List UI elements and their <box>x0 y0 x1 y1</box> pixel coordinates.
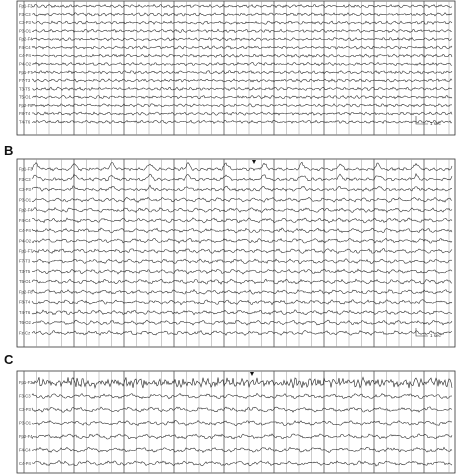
eeg-trace <box>32 269 452 274</box>
eeg-trace <box>32 393 452 398</box>
eeg-trace <box>32 79 452 82</box>
channel-label: T5-O1 <box>19 94 31 100</box>
eeg-trace <box>32 249 452 254</box>
channel-label: P4-O2 <box>19 238 32 244</box>
channel-label: F3-C3 <box>19 176 31 182</box>
event-marker-icon <box>250 372 254 376</box>
eeg-trace <box>32 62 452 65</box>
eeg-trace <box>32 421 452 426</box>
channel-label: Fp2-F4 <box>19 207 33 213</box>
channel-label: F4-C4 <box>19 217 31 223</box>
eeg-trace <box>32 29 452 32</box>
channel-label: T4-T6 <box>19 309 31 315</box>
eeg-panel-c <box>16 370 456 474</box>
channel-label: F3-C3 <box>19 11 31 17</box>
eeg-trace <box>32 21 452 24</box>
channel-label: F3-C3 <box>19 393 31 399</box>
eeg-trace <box>32 87 452 90</box>
eeg-trace <box>32 112 452 115</box>
eeg-trace-area-a <box>16 0 456 136</box>
channel-label: F4-C4 <box>19 44 31 50</box>
channel-label: P3-O1 <box>19 197 32 203</box>
eeg-trace <box>32 461 452 466</box>
eeg-trace <box>32 377 452 388</box>
eeg-panel-a <box>16 0 456 136</box>
scale-label: 1 sec <box>430 333 441 338</box>
eeg-trace <box>32 38 452 41</box>
channel-label: T3-T5 <box>19 86 31 92</box>
channel-label: C3-P3 <box>19 187 31 193</box>
channel-label: P4-O2 <box>19 61 32 67</box>
eeg-trace <box>32 5 452 8</box>
eeg-trace <box>32 320 452 325</box>
eeg-trace <box>32 331 452 336</box>
eeg-trace <box>32 54 452 57</box>
channel-label: F7-T3 <box>19 78 31 84</box>
eeg-trace <box>32 197 452 202</box>
eeg-trace <box>32 447 452 452</box>
eeg-trace <box>32 174 452 181</box>
channel-label: Fz-Cz <box>19 330 31 336</box>
channel-label: C3-P3 <box>19 20 31 26</box>
channel-label: P3-O1 <box>19 420 32 426</box>
eeg-trace <box>32 279 452 284</box>
channel-label: C4-P4 <box>19 228 31 234</box>
scale-label: 1 sec <box>430 121 441 126</box>
channel-label: T6-O2 <box>19 320 31 326</box>
channel-label: F4-C4 <box>19 447 31 453</box>
eeg-trace <box>32 238 452 243</box>
channel-label: Fp2-F8 <box>19 289 33 295</box>
channel-label: P3-O1 <box>19 28 32 34</box>
eeg-trace <box>32 259 452 264</box>
channel-label: T3-T5 <box>19 268 31 274</box>
panel-frame <box>17 371 455 473</box>
channel-label: Fp2-F8 <box>19 102 33 108</box>
channel-label: T5-O1 <box>19 279 31 285</box>
eeg-trace <box>32 300 452 305</box>
panel-label-c: C <box>4 352 14 367</box>
channel-label: C3-P3 <box>19 407 31 413</box>
panel-frame <box>17 1 455 135</box>
channel-label: Fp1-F7 <box>19 248 33 254</box>
eeg-trace <box>32 71 452 74</box>
channel-label: C4-P4 <box>19 460 31 466</box>
channel-label: C4-P4 <box>19 53 31 59</box>
eeg-trace <box>32 434 452 439</box>
channel-label: Fp1-F3 <box>19 166 33 172</box>
eeg-trace <box>32 162 452 171</box>
eeg-trace <box>32 104 452 107</box>
channel-label: F8-T4 <box>19 299 31 305</box>
channel-label: T4-T6 <box>19 119 31 125</box>
eeg-trace-area-b <box>16 158 456 348</box>
eeg-trace <box>32 95 452 98</box>
panel-frame <box>17 159 455 347</box>
eeg-trace <box>32 290 452 295</box>
channel-label: Fp1-F7 <box>19 69 33 75</box>
eeg-trace <box>32 310 452 315</box>
eeg-trace <box>32 407 452 412</box>
eeg-trace <box>32 228 452 233</box>
eeg-trace <box>32 13 452 16</box>
eeg-panel-b <box>16 158 456 348</box>
channel-label: F7-T3 <box>19 258 31 264</box>
eeg-trace <box>32 120 452 123</box>
channel-label: Fp2-F4 <box>19 36 33 42</box>
channel-label: Fp1-F3 <box>19 3 33 9</box>
scale-bar <box>416 328 428 336</box>
channel-label: Fp1-F3 <box>19 380 33 386</box>
eeg-trace <box>32 218 452 223</box>
panel-label-b: B <box>4 143 14 158</box>
channel-label: F8-T4 <box>19 111 31 117</box>
channel-label: Fp2-F4 <box>19 433 33 439</box>
eeg-trace <box>32 207 452 212</box>
eeg-trace <box>32 185 452 191</box>
eeg-trace <box>32 46 452 49</box>
event-marker-icon <box>252 160 256 164</box>
eeg-trace-area-c <box>16 370 456 474</box>
